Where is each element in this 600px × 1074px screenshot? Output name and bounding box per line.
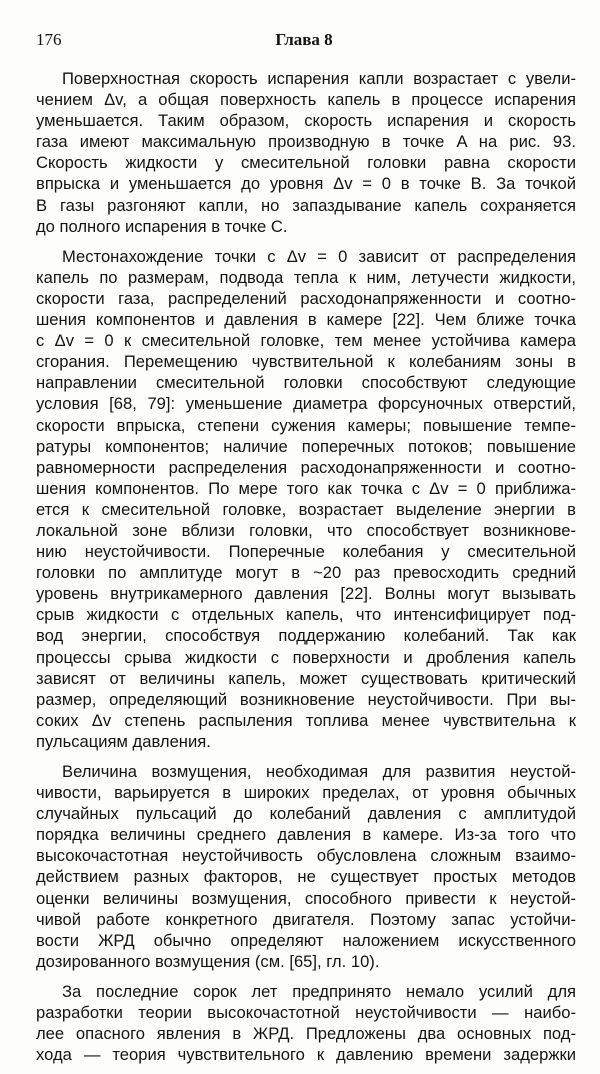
- text-line: сгорания. Перемещению чувствительной к колебаниям зоны в: [36, 352, 576, 372]
- text-line: шения компонентов. По мере того как точка с Δv = 0 приближа-: [36, 478, 576, 498]
- text-line: скорости газа, распределений расходонапряженности и соотно-: [36, 288, 576, 308]
- text-line: срыв жидкости с отдельных капель, что интенсифицирует под-: [36, 605, 576, 625]
- text-line: направлении смесительной головки способствуют следующие: [36, 373, 576, 393]
- paragraph: [36, 246, 576, 752]
- text-line: ратуры компонентов; наличие поперечных потоков; повышение: [36, 436, 576, 456]
- text-line: дозированного возмущения (см. [65], гл. 10).: [36, 951, 380, 971]
- text-line: вод энергии, способствуя поддержанию колебаний. Так как: [36, 626, 576, 646]
- text-line: до полного испарения в точке C.: [36, 216, 288, 236]
- paragraph: [36, 761, 576, 972]
- text-line: условия [68, 79]: уменьшение диаметра форсуночных отверстий,: [36, 394, 576, 414]
- text-line: уменьшается. Таким образом, скорость испарения и скорость: [36, 111, 576, 131]
- body-text: [36, 68, 576, 1074]
- text-line: процессы срыва жидкости с поверхности и дробления капель: [36, 647, 576, 667]
- text-line: разработки теории высокочастотной неустойчивости — наибо-: [36, 1003, 576, 1023]
- text-line: чивости, варьируется в широких пределах, от уровня обычных: [36, 783, 576, 803]
- text-line: За последние сорок лет предпринято немало усилий для: [62, 981, 576, 1001]
- paragraph: [36, 68, 576, 237]
- text-line: зависят от величины капель, может существовать критический: [36, 668, 576, 688]
- text-line: пульсациям давления.: [36, 731, 211, 751]
- text-line: скорости впрыска, степени сужения камеры; повышение темпе-: [36, 415, 576, 435]
- text-line: порядка величины среднего давления в камере. Из-за того что: [36, 825, 576, 845]
- text-line: соких Δv степень распыления топлива менее чувствительна к: [36, 710, 576, 730]
- text-line: хода — теория чувствительного к давлению времени задержки: [36, 1045, 576, 1065]
- text-line: случайных пульсаций до колебаний давления с амплитудой: [36, 804, 576, 824]
- text-line: впрыска и уменьшается до уровня Δv = 0 в точке B. За точкой: [36, 174, 576, 194]
- text-line: Скорость жидкости у смесительной головки равна скорости: [36, 153, 576, 173]
- text-line: Местонахождение точки с Δv = 0 зависит от распределения: [62, 246, 576, 266]
- text-line: чивой работе конкретного двигателя. Поэтому запас устойчи-: [36, 909, 576, 929]
- text-line: шения компонентов и давления в камере [22]. Чем ближе точка: [36, 310, 576, 330]
- text-line: действием разных факторов, не существует простых методов: [36, 867, 576, 887]
- text-line: вости ЖРД обычно определяют наложением искусственного: [36, 930, 576, 950]
- text-line: равномерности распределения расходонапряженности и соотно-: [36, 457, 576, 477]
- text-line: локальной зоне вблизи головки, что способствует возникнове-: [36, 520, 576, 540]
- chapter-title: Глава 8: [275, 30, 333, 49]
- paragraph: [36, 981, 576, 1065]
- text-line: Величина возмущения, необходимая для развития неустой-: [62, 762, 576, 781]
- text-line: чением Δv, а общая поверхность капель в процессе испарения: [36, 90, 576, 110]
- text-line: высокочастотная неустойчивость обусловлена сложным взаимо-: [36, 846, 576, 866]
- text-line: ется к смесительной головке, возрастает выделение энергии в: [36, 499, 576, 519]
- text-line: нию неустойчивости. Поперечные колебания у смесительной: [36, 542, 576, 562]
- text-line: Поверхностная скорость испарения капли возрастает с увели-: [62, 69, 576, 88]
- page-number: 176: [36, 30, 62, 49]
- text-line: B газы разгоняют капли, но запаздывание капель сохраняется: [36, 195, 576, 215]
- text-line: с Δv = 0 к смесительной головке, тем менее устойчива камера: [36, 331, 576, 351]
- text-line: лее опасного явления в ЖРД. Предложены два основных под-: [36, 1024, 576, 1044]
- text-line: капель по размерам, подвода тепла к ним, летучести жидкости,: [36, 267, 576, 287]
- text-line: размер, определяющий возникновение неустойчивости. При вы-: [36, 689, 576, 709]
- text-line: головки по амплитуде могут в ~20 раз превосходить средний: [36, 563, 576, 583]
- text-line: оценки величины возмущения, способного привести к неустой-: [36, 888, 576, 908]
- text-line: газа имеют максимальную производную в точке A на рис. 93.: [36, 132, 576, 152]
- text-line: уровень внутрикамерного давления [22]. Волны могут вызывать: [36, 584, 576, 604]
- running-head: [36, 30, 572, 54]
